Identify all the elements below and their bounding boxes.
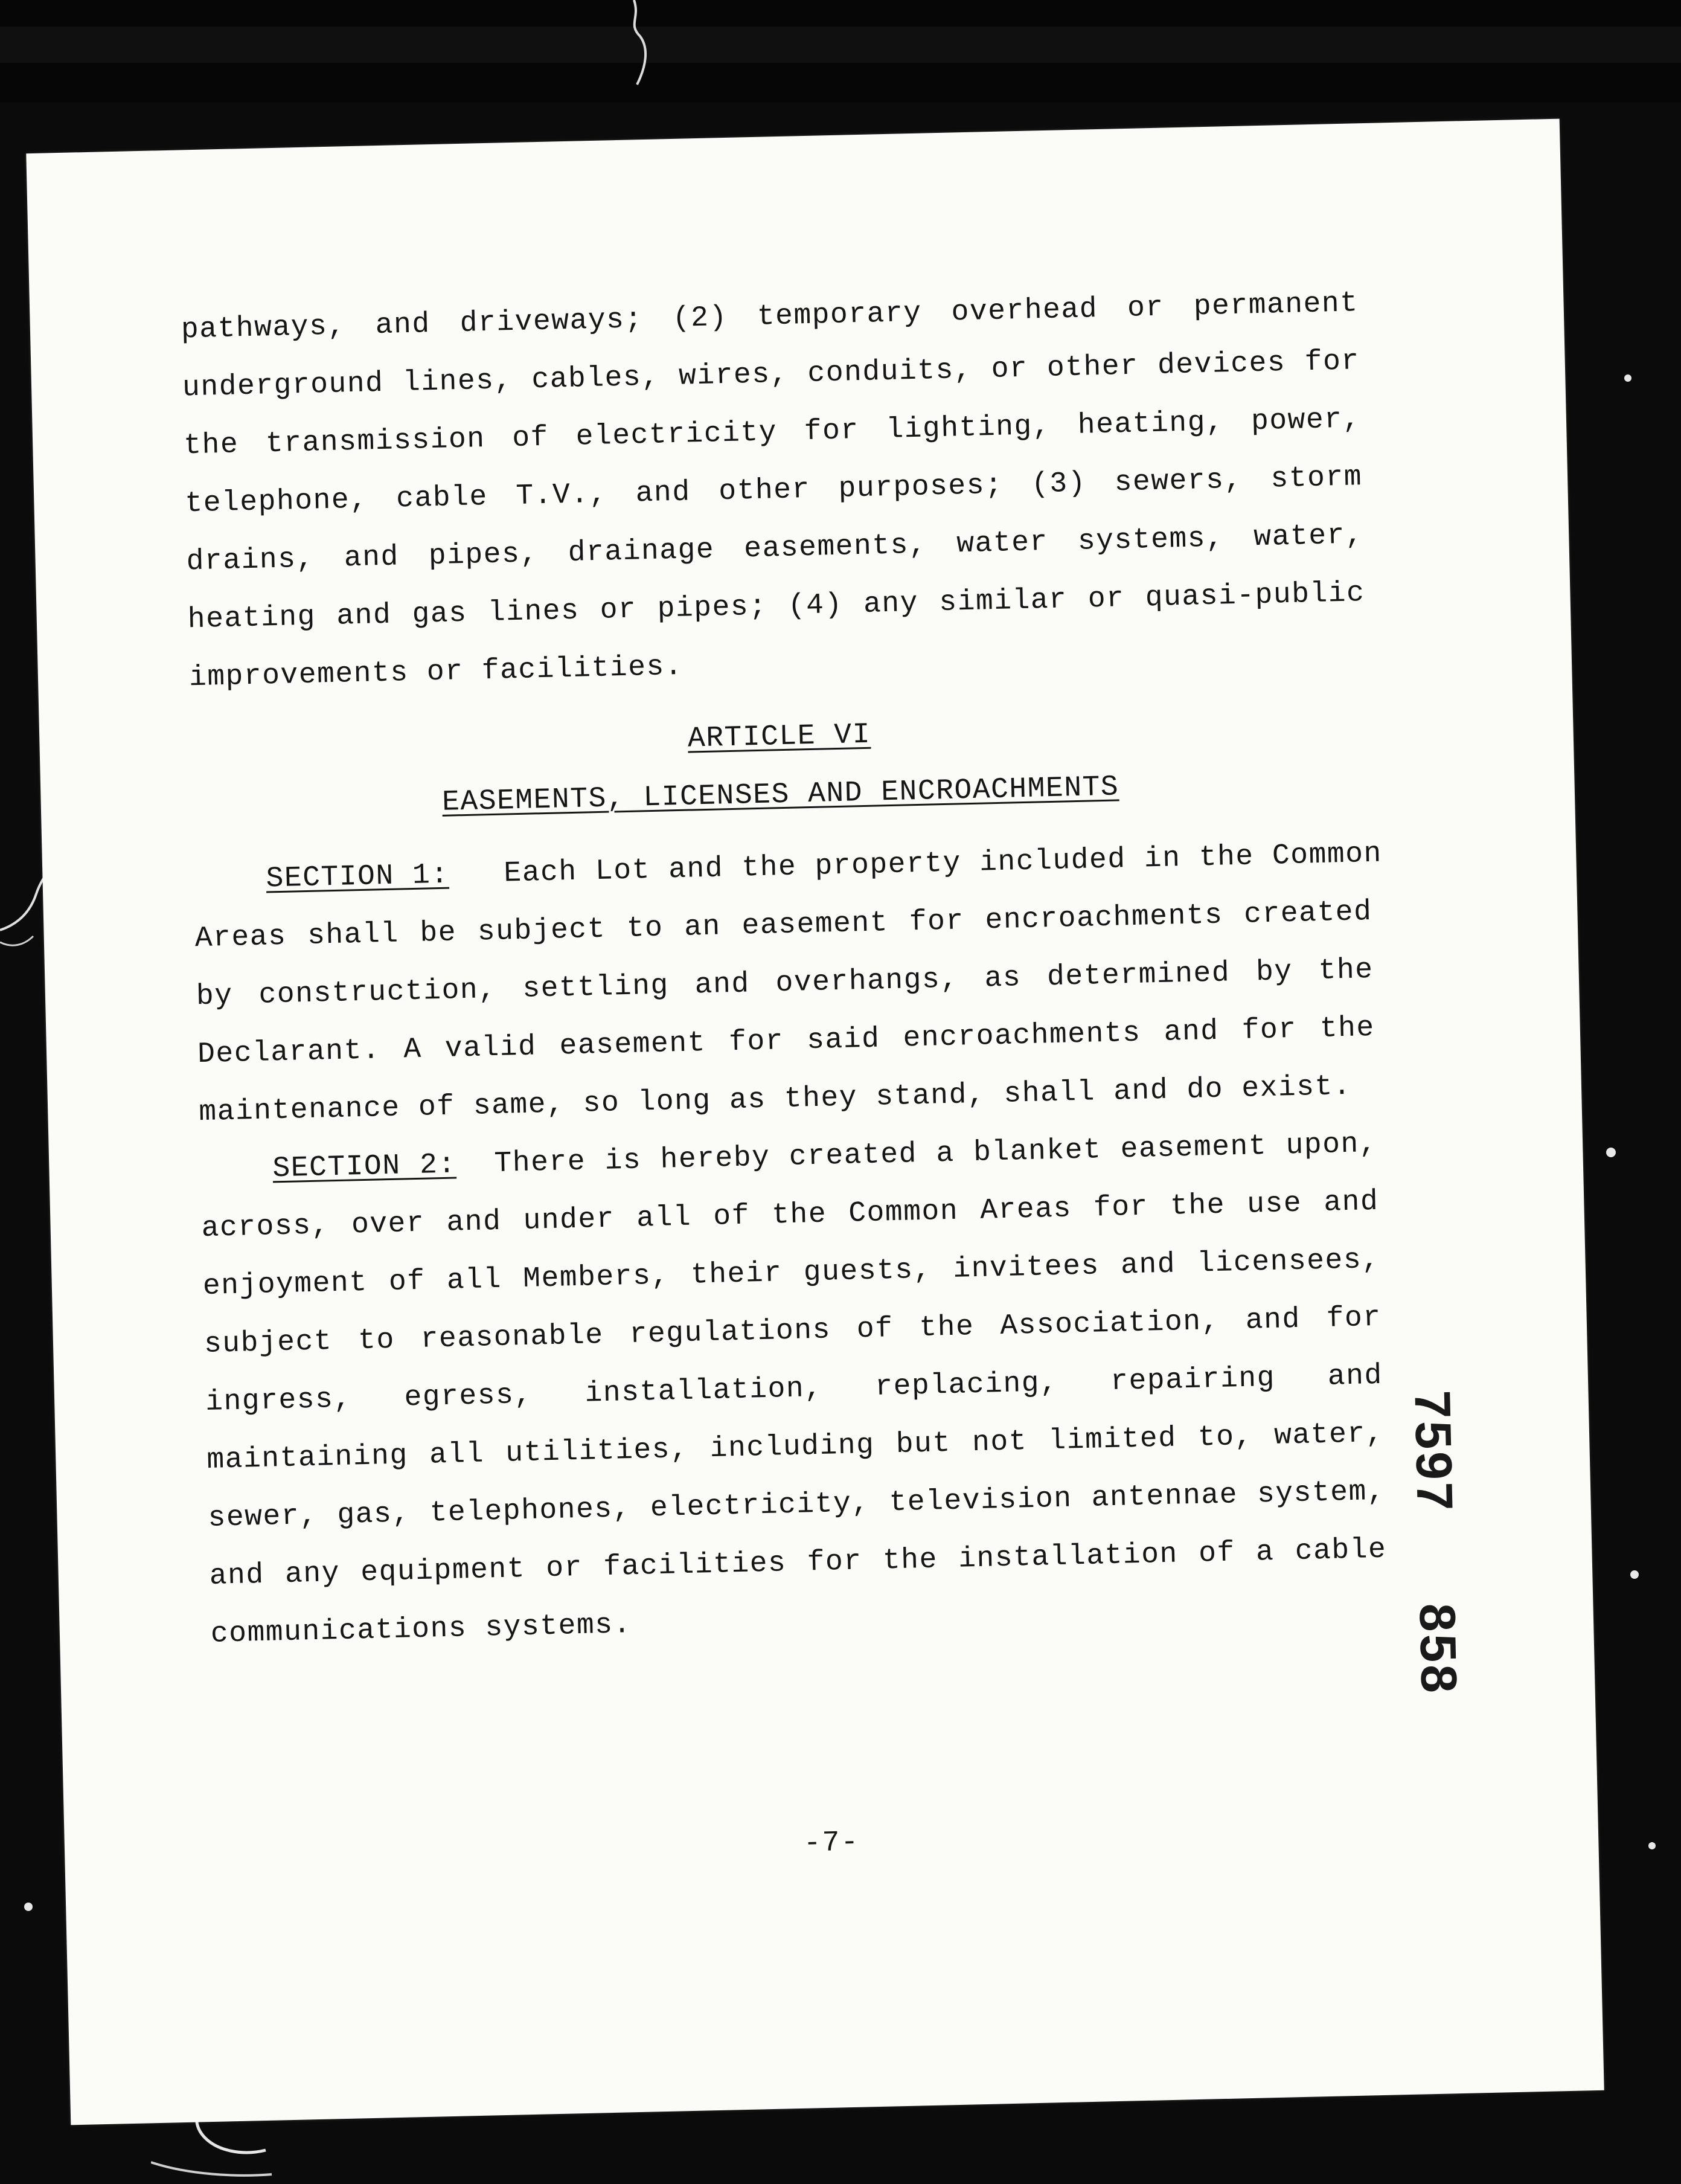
scan-speck xyxy=(1624,374,1631,382)
section-2-label: SECTION 2: xyxy=(272,1148,457,1186)
article-title-text: EASEMENTS, LICENSES AND ENCROACHMENTS xyxy=(441,771,1119,819)
section-2-line: There is hereby created a blanket easement upon, xyxy=(494,1127,1378,1181)
section-1-line: maintenance of same, so long as they stand, shall and do exist. xyxy=(198,1070,1352,1129)
scan-speck xyxy=(1648,1842,1656,1849)
body-line: improvements or facilities. xyxy=(188,650,684,695)
body-line: drains, and pipes, drainage easements, water systems, water, xyxy=(186,519,1364,579)
scan-speck xyxy=(1630,1570,1639,1579)
scan-top-band xyxy=(0,27,1681,63)
section-1-label: SECTION 1: xyxy=(266,858,450,896)
page-number: -7- xyxy=(803,1826,860,1860)
section-1-line: Each Lot and the property included in the Common xyxy=(503,837,1383,890)
document-body xyxy=(181,274,1389,1663)
section-2-line: across, over and under all of the Common Areas for the use and xyxy=(201,1185,1379,1245)
document-page xyxy=(26,119,1604,2125)
section-1-line: Declarant. A valid easement for said encroachments and for the xyxy=(197,1011,1375,1071)
scan-speck xyxy=(24,1903,33,1911)
section-1-line: Areas shall be subject to an easement for encroachments created xyxy=(194,895,1372,956)
section-2-line: enjoyment of all Members, their guests, invitees and licensees, xyxy=(202,1243,1381,1303)
section-2-line: sewer, gas, telephones, electricity, television antennae system, xyxy=(208,1475,1386,1535)
body-line: telephone, cable T.V., and other purposes; (3) sewers, storm xyxy=(184,461,1363,521)
book-page-stamp xyxy=(1403,1390,1468,1696)
body-line: the transmission of electricity for lighting, heating, power, xyxy=(183,403,1362,463)
article-heading-text: ARTICLE VI xyxy=(687,718,871,756)
scan-scribble-top xyxy=(622,0,658,91)
section-2-line: subject to reasonable regulations of the Association, and for xyxy=(203,1301,1382,1361)
stamp-book-number: 7597 xyxy=(1404,1389,1464,1514)
section-2-line: maintaining all utilities, including but not limited to, water, xyxy=(206,1417,1385,1477)
body-line: pathways, and driveways; (2) temporary overhead or permanent xyxy=(181,287,1359,347)
scan-speck xyxy=(1606,1148,1616,1157)
body-line: heating and gas lines or pipes; (4) any similar or quasi-public xyxy=(187,577,1365,637)
section-2-line: and any equipment or facilities for the installation of a cable xyxy=(209,1533,1387,1593)
scan-top-strip xyxy=(0,0,1681,103)
section-2-line: ingress, egress, installation, replacing, repairing and xyxy=(205,1359,1383,1419)
section-2-line: communications systems. xyxy=(210,1608,632,1651)
body-line: underground lines, cables, wires, conduits, or other devices for xyxy=(182,345,1360,405)
section-1-line: by construction, settling and overhangs, as determined by the xyxy=(196,953,1374,1013)
stamp-page-number: 858 xyxy=(1409,1602,1468,1696)
